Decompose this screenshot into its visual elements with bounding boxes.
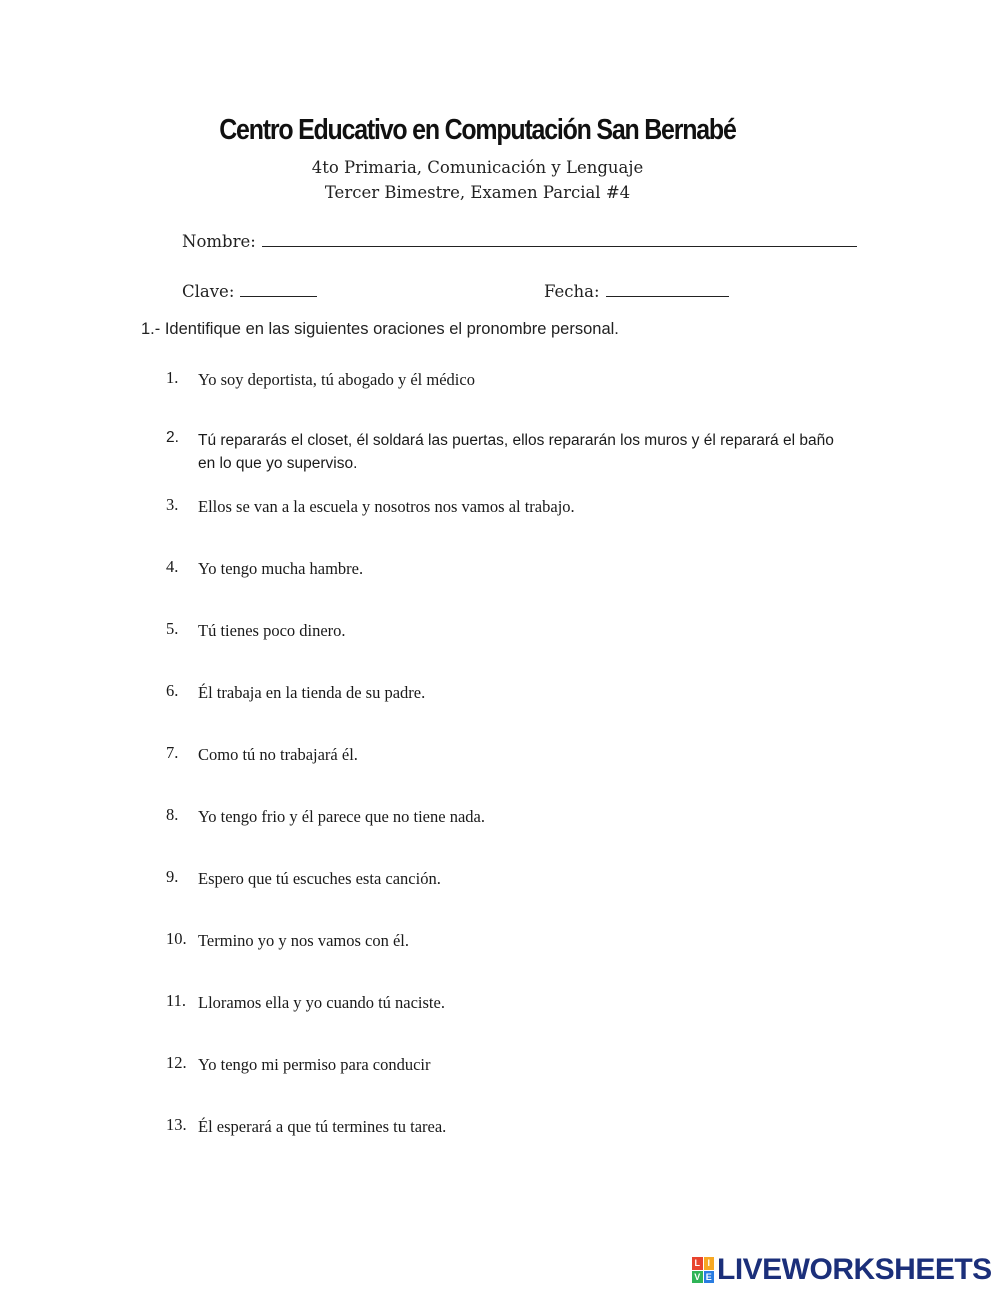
worksheet-subtitle-exam: Tercer Bimestre, Examen Parcial #4	[324, 183, 631, 202]
item-sentence: Espero que tú escuches esta canción.	[198, 869, 441, 888]
fecha-blank-line[interactable]	[606, 295, 729, 297]
item-number: 4.	[166, 557, 179, 576]
item-number: 9.	[166, 867, 179, 886]
item-sentence: Él esperará a que tú termines tu tarea.	[198, 1117, 447, 1136]
item-sentence: Él trabaja en la tienda de su padre.	[198, 683, 426, 702]
list-item	[166, 1115, 846, 1138]
liveworksheets-logo-icon	[692, 1257, 714, 1283]
list-item	[166, 867, 846, 890]
item-number: 8.	[166, 805, 179, 824]
item-number: 13.	[166, 1115, 187, 1134]
item-sentence: Yo tengo frio y él parece que no tiene nada.	[198, 807, 485, 826]
item-sentence: Yo soy deportista, tú abogado y él médico	[198, 370, 475, 389]
nombre-blank-line[interactable]	[262, 245, 857, 247]
item-sentence: Yo tengo mucha hambre.	[198, 559, 364, 578]
list-item	[166, 991, 846, 1014]
fecha-field[interactable]	[544, 282, 729, 301]
list-item	[166, 681, 846, 704]
item-sentence: Lloramos ella y yo cuando tú naciste.	[198, 993, 445, 1012]
item-number: 1.	[166, 368, 179, 387]
liveworksheets-logo[interactable]	[692, 1255, 992, 1285]
item-number: 3.	[166, 495, 179, 514]
item-number: 2.	[166, 429, 179, 446]
list-item	[166, 619, 846, 642]
item-number: 12.	[166, 1053, 187, 1072]
item-sentence: Yo tengo mi permiso para conducir	[198, 1055, 431, 1074]
worksheet-title: Centro Educativo en Computación San Bernabé	[219, 114, 736, 146]
item-sentence: Tú repararás el closet, él soldará las puertas, ellos repararán los muros y él reparará el baño en lo que yo superviso.	[198, 432, 834, 472]
item-number: 10.	[166, 929, 187, 948]
list-item	[166, 557, 846, 580]
item-number: 7.	[166, 743, 179, 762]
worksheet-subtitle-grade: 4to Primaria, Comunicación y Lenguaje	[311, 158, 644, 177]
list-item	[166, 495, 846, 518]
list-item	[166, 368, 846, 391]
item-sentence: Como tú no trabajará él.	[198, 745, 358, 764]
logo-mark-letter: L	[692, 1257, 703, 1270]
instruction-text: 1.- Identifique en las siguientes oraciones el pronombre personal.	[141, 320, 619, 338]
item-number: 11.	[166, 991, 187, 1010]
logo-mark-letter: V	[692, 1271, 703, 1284]
clave-label: Clave:	[182, 282, 235, 301]
clave-field[interactable]	[182, 282, 317, 301]
logo-mark-letter: E	[704, 1271, 715, 1284]
list-item	[166, 805, 846, 828]
logo-mark-letter: I	[704, 1257, 715, 1270]
nombre-field[interactable]	[182, 232, 857, 251]
list-item	[166, 929, 846, 952]
nombre-label: Nombre:	[182, 232, 256, 251]
list-item	[166, 743, 846, 766]
item-number: 5.	[166, 619, 179, 638]
item-sentence: Ellos se van a la escuela y nosotros nos vamos al trabajo.	[198, 497, 575, 516]
clave-blank-line[interactable]	[240, 295, 317, 297]
item-sentence: Tú tienes poco dinero.	[198, 621, 346, 640]
liveworksheets-logo-text: LIVEWORKSHEETS	[717, 1253, 992, 1286]
list-item	[166, 1053, 846, 1076]
fecha-label: Fecha:	[544, 282, 600, 301]
item-number: 6.	[166, 681, 179, 700]
list-item	[166, 429, 846, 475]
item-sentence: Termino yo y nos vamos con él.	[198, 931, 410, 950]
